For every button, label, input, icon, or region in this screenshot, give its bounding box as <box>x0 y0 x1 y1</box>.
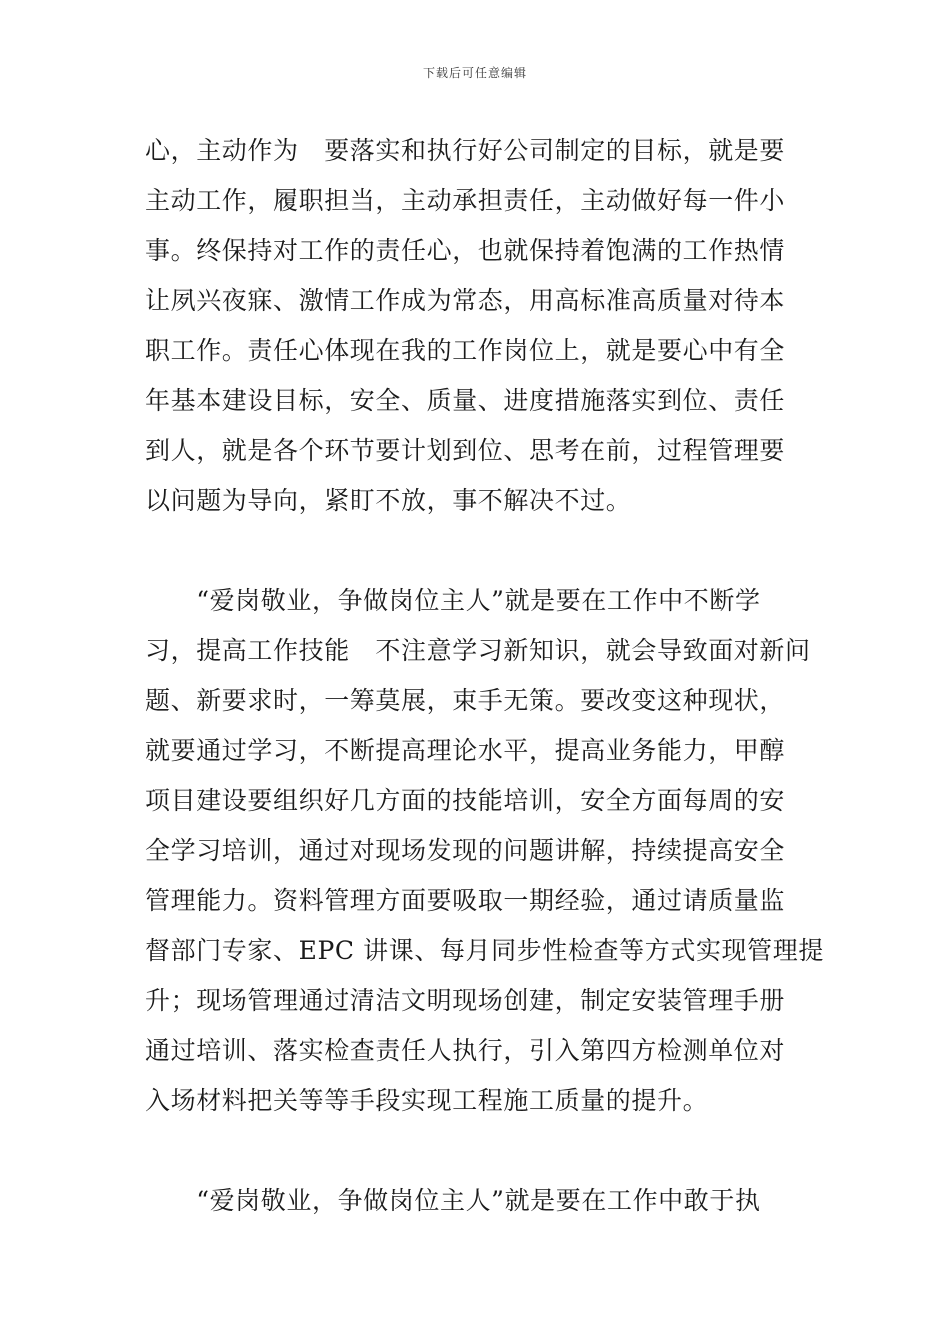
text-line: 督部门专家、EPC 讲课、每月同步性检查等方式实现管理提 <box>145 936 824 965</box>
document-body <box>145 126 824 1226</box>
text-line: 年基本建设目标，安全、质量、进度措施落实到位、责任 <box>145 386 786 415</box>
text-line: 习，提高工作技能 不注意学习新知识，就会导致面对新问 <box>145 636 811 665</box>
text-line: 心，主动作为 要落实和执行好公司制定的目标，就是要 <box>145 136 786 165</box>
paragraph-3 <box>145 1176 810 1226</box>
page-header-note: 下载后可任意编辑 <box>422 66 527 80</box>
paragraph-spacer <box>145 526 810 576</box>
text-line: 项目建设要组织好几方面的技能培训，安全方面每周的安 <box>145 786 786 815</box>
paragraph-1 <box>145 126 810 526</box>
paragraph-spacer <box>145 1126 810 1176</box>
text-line: 就要通过学习，不断提高理论水平，提高业务能力，甲醇 <box>145 736 786 765</box>
text-line: 职工作。责任心体现在我的工作岗位上，就是要心中有全 <box>145 336 786 365</box>
text-line: 通过培训、落实检查责任人执行，引入第四方检测单位对 <box>145 1036 786 1065</box>
text-line: 以问题为导向，紧盯不放，事不解决不过。 <box>145 486 632 515</box>
text-line: 事。终保持对工作的责任心，也就保持着饱满的工作热情 <box>145 236 786 265</box>
paragraph-2 <box>145 576 824 1126</box>
text-line: 入场材料把关等等手段实现工程施工质量的提升。 <box>145 1086 709 1115</box>
text-line: 到人，就是各个环节要计划到位、思考在前，过程管理要 <box>145 436 786 465</box>
text-line: 升；现场管理通过清洁文明现场创建，制定安装管理手册 <box>145 986 786 1015</box>
text-line: 主动工作，履职担当，主动承担责任，主动做好每一件小 <box>145 186 786 215</box>
text-line: 全学习培训，通过对现场发现的问题讲解，持续提高安全 <box>145 836 786 865</box>
text-line: 让夙兴夜寐、激情工作成为常态，用高标准高质量对待本 <box>145 286 786 315</box>
text-line: “爱岗敬业，争做岗位主人”就是要在工作中敢于执 <box>145 1186 761 1215</box>
text-line: 管理能力。资料管理方面要吸取一期经验，通过请质量监 <box>145 886 786 915</box>
text-line: 题、新要求时，一筹莫展，束手无策。要改变这种现状， <box>145 686 786 715</box>
text-line: “爱岗敬业，争做岗位主人”就是要在工作中不断学 <box>145 586 761 615</box>
